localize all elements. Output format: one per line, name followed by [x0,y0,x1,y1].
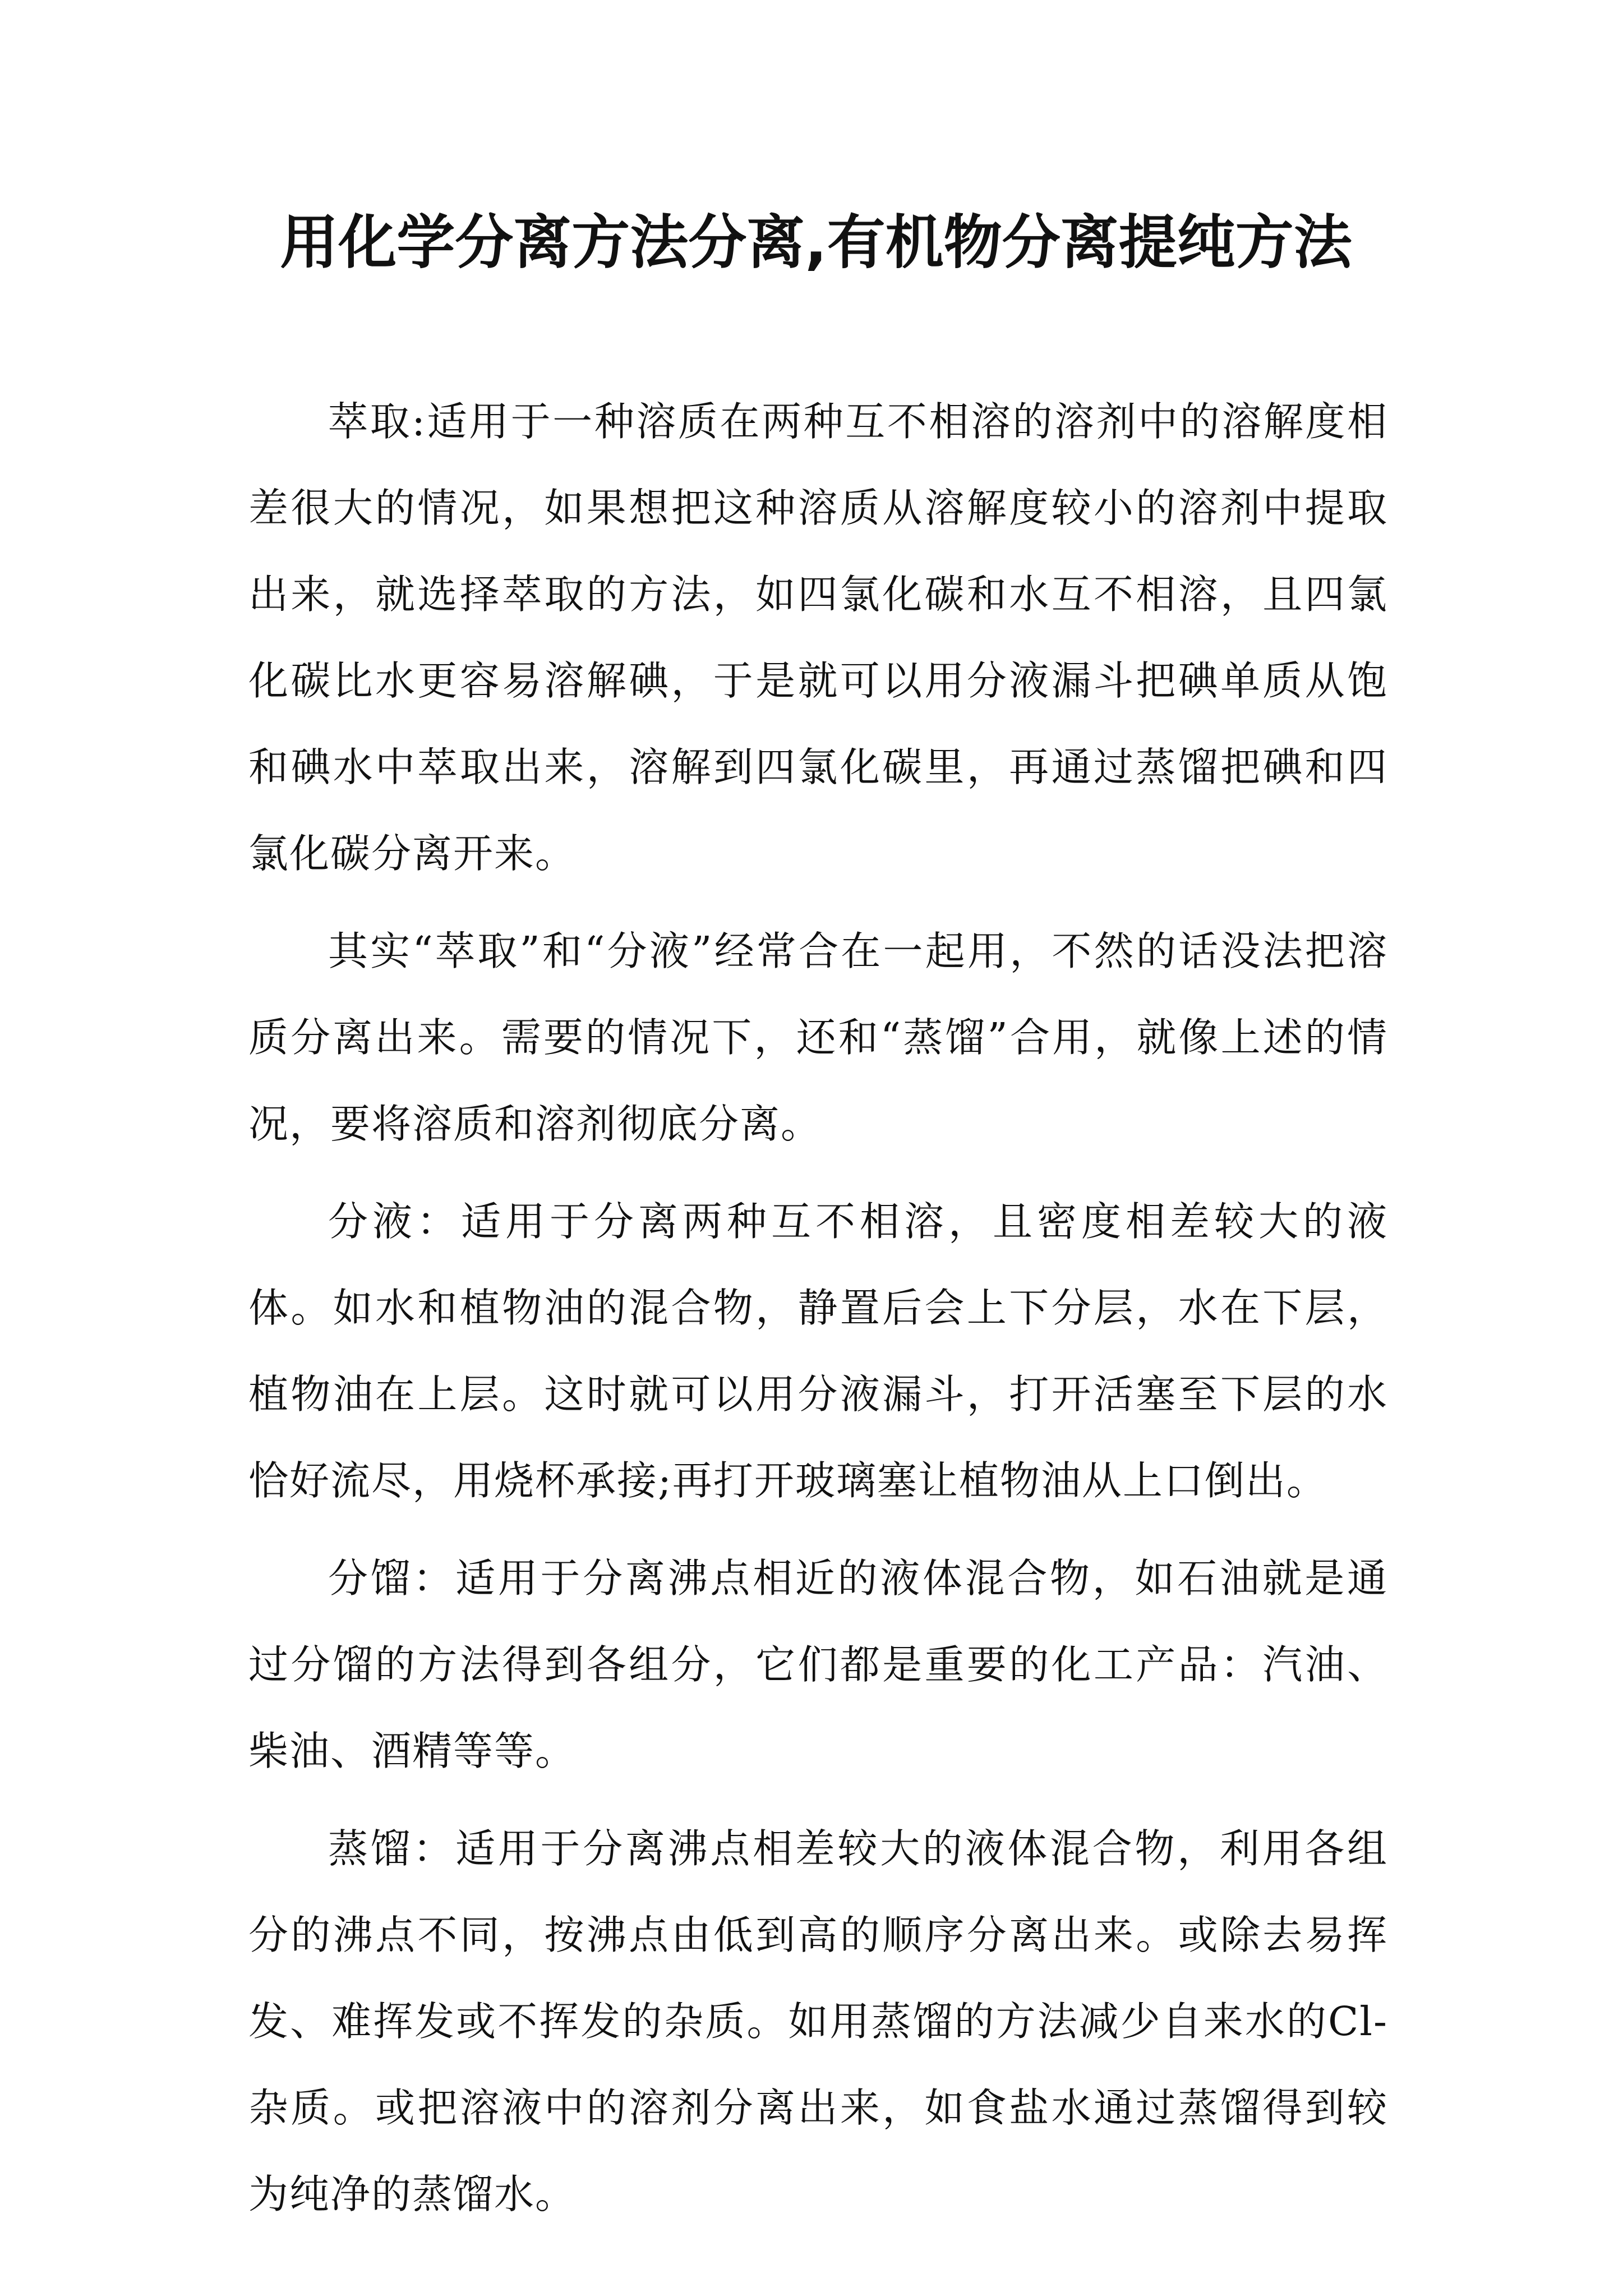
document-body [248,379,1388,2249]
document-title: 用化学分离方法分离,有机物分离提纯方法 [280,208,1352,277]
paragraph-extraction: 萃取:适用于一种溶质在两种互不相溶的溶剂中的溶解度相差很大的情况，如果想把这种溶质从溶解度较小的溶剂中提取出来，就选择萃取的方法，如四氯化碳和水互不相溶，且四氯化碳比水更容易溶解碘，于是就可以用分液漏斗把碘单质从饱和碘水中萃取出来，溶解到四氯化碳里，再通过蒸馏把碘和四氯化碳分离开来。 [248,398,1388,877]
paragraph-fractional-distillation: 分馏：适用于分离沸点相近的液体混合物，如石油就是通过分馏的方法得到各组分，它们都是重要的化工产品：汽油、柴油、酒精等等。 [248,1555,1388,1774]
paragraph-extraction-separation-note: 其实“萃取”和“分液”经常合在一起用，不然的话没法把溶质分离出来。需要的情况下，还和“蒸馏”合用，就像上述的情况，要将溶质和溶剂彻底分离。 [248,928,1388,1147]
paragraph-liquid-separation: 分液：适用于分离两种互不相溶，且密度相差较大的液体。如水和植物油的混合物，静置后会上下分层，水在下层，植物油在上层。这时就可以用分液漏斗，打开活塞至下层的水恰好流尽，用烧杯承接;再打开玻璃塞让植物油从上口倒出。 [248,1198,1388,1504]
paragraph-distillation: 蒸馏：适用于分离沸点相差较大的液体混合物，利用各组分的沸点不同，按沸点由低到高的顺序分离出来。或除去易挥发、难挥发或不挥发的杂质。如用蒸馏的方法减少自来水的Cl-杂质。或把溶液中的溶剂分离出来，如食盐水通过蒸馏得到较为纯净的蒸馏水。 [248,1825,1388,2217]
